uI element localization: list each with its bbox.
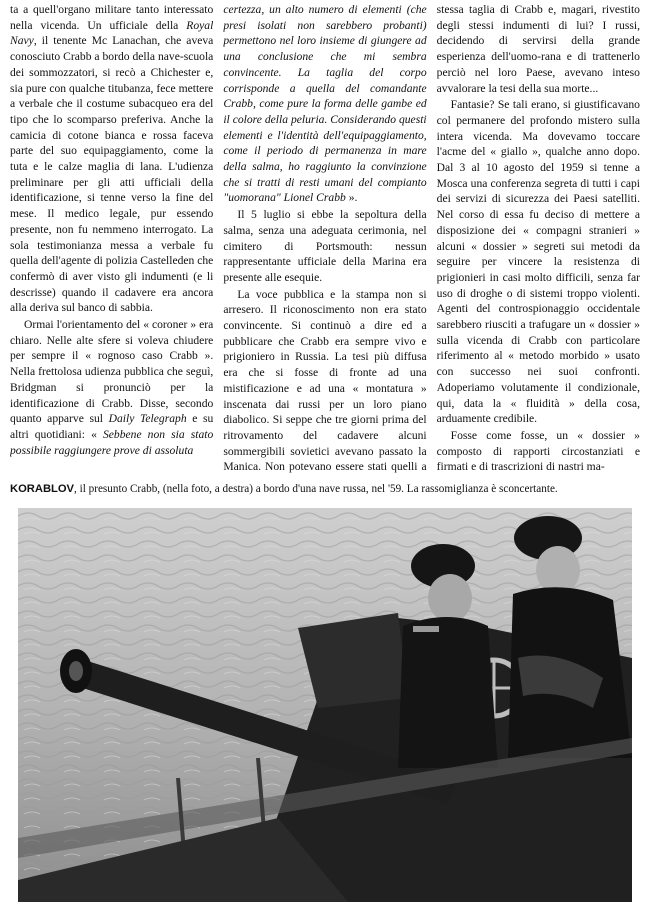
caption-text: , il presunto Crabb, (nella foto, a destra) a bordo d'una nave russa, nel '59. La rassomiglianza è sconcertante.: [74, 483, 558, 495]
text-run: ta a quell'organo militare tanto interessato nella vicenda. Un ufficiale della: [10, 3, 214, 32]
text-run: ».: [345, 191, 358, 205]
paragraph: [223, 2, 426, 206]
paragraph: Il 5 luglio si ebbe la sepoltura della salma, senza una adeguata cerimonia, nel cimitero di Portsmouth: nessun rappresentante ufficiale della Marina era presente alle esequie.: [223, 208, 427, 284]
italic-run: certezza, un alto numero di elementi (che presi isolati non sarebbero probanti) permettono nel loro insieme di giungere ad una conclusione che mi sembra convincente. La taglia del corpo corrisponde a quella del comandante Crabb, come pure la forma delle gambe ed il colore della peluria. Considerando questi elementi e l'identità dell'equipaggiamento, come il periodo di permanenza in mare della salma, ho raggiunto la convinzione che si tratti di resti umani del compianto "uomorana" Lionel Crabb: [223, 3, 427, 205]
article-column-1: [10, 2, 213, 476]
article-column-3: [437, 2, 640, 476]
caption-lead: KORABLOV: [10, 483, 75, 495]
paragraph: La voce pubblica e la stampa non si arresero. Il riconoscimento non era stato convincente. Si continuò a dire ed a pubblicare che Crabb era sempre vivo e prigioniero in Russia. La tesi più diffusa era che si fosse di fronte ad una mistificazione e ad una « montatura » inscenata dai russi per un loro piano diabolico. Si seppe che tre giorni prima del ritrovamento del cadavere alcuni sommergibili sovietici avevano passato la Manica. Non potevano essere stati quelli a: [223, 287, 427, 474]
muzzle-bore: [69, 661, 83, 681]
text-run: Ormai l'orientamento del « coroner » era chiaro. Nelle alte sfere si voleva chiudere per sempre il « rognoso caso Crabb ». Nella frettolosa udienza pubblica che seguì, Bridgman si pronunciò per la identificazione di Crabb. Disse, secondo quanto apparve sul: [10, 318, 214, 426]
paragraph: [10, 317, 213, 458]
gun-shield: [298, 613, 408, 708]
paragraph: [10, 2, 213, 316]
text-run: e su altri quotidiani: «: [10, 412, 214, 441]
paragraph: stessa taglia di Crabb e, magari, rivestito degli stessi indumenti di lui? I russi, decidendo di servirsi della grande esperienza dell'uomo-rana e di trattenerlo perciò nel loro Paese, avevano inteso avvalorare la tesi della sua morte...: [436, 3, 640, 95]
paragraph: Fosse come fosse, un « dossier » composto di rapporti circostanziati e firmati e di trascrizioni di nastri ma-: [436, 428, 640, 474]
italic-run: Daily Telegraph: [108, 412, 187, 426]
article-body: [10, 2, 640, 476]
italic-run: Sebbene non sia stato possibile raggiungere prove di assoluta: [10, 427, 214, 457]
photo-ship-deck-gun: [18, 508, 632, 902]
text-run: , il tenente Mc Lanachan, che aveva conosciuto Crabb a bordo della nave-scuola dei sommozzatori, si recò a Chichester e, sia pure con qualche titubanza, fece mettere a verbale che il costume subacqueo era del tipo che lo scomparso preferiva. Anche la camicia di cotone bianca e rossa faceva parte del suo equipaggiamento, come la tuta e le calze maglia di lana. L'udienza preliminare per gli atti ufficiali della identificazione, si tenne verso la fine del mese. Il medico legale, pur essendo presente, non fu nemmeno interrogato. La sola testimonianza messa a verbale fu quella dell'agente di polizia Castelleden che confermò di aver visto gli indumenti (e li descrisse) quando il cadavere era ancora alla deriva sul banco di sabbia.: [10, 34, 214, 315]
paragraph: Fantasie? Se tali erano, si giustificavano col permanere del profondo mistero sulla intera vicenda. Ma dovevamo toccare l'acme del « giallo », qualche anno dopo. Dal 3 al 10 agosto del 1959 si tenne a Mosca una conferenza segreta di tutti i capi dei servizi di sicurezza dei Paesi satelliti. Nel corso di essa fu deciso di mettere a disposizione dei « compagni stranieri » alcuni « dossier » segreti sui metodi da seguire per vincere la resistenza di prigionieri in casi molto difficili, senza far uso di droghe o di sistemi troppo violenti. Agenti del controspionaggio occidentale sarebbero riusciti a trafugare un « dossier » sulla vicenda di Crabb con particolare riferimento al « metodo morbido » usato con successo nei suoi confronti. Adoperiamo volutamente il condizionale, qui, data la « fluidità » della cosa, arduamente credibile.: [436, 98, 640, 426]
article-column-2: [223, 2, 426, 476]
photo-caption: [10, 482, 640, 496]
italic-run: Royal Navy: [10, 18, 214, 48]
